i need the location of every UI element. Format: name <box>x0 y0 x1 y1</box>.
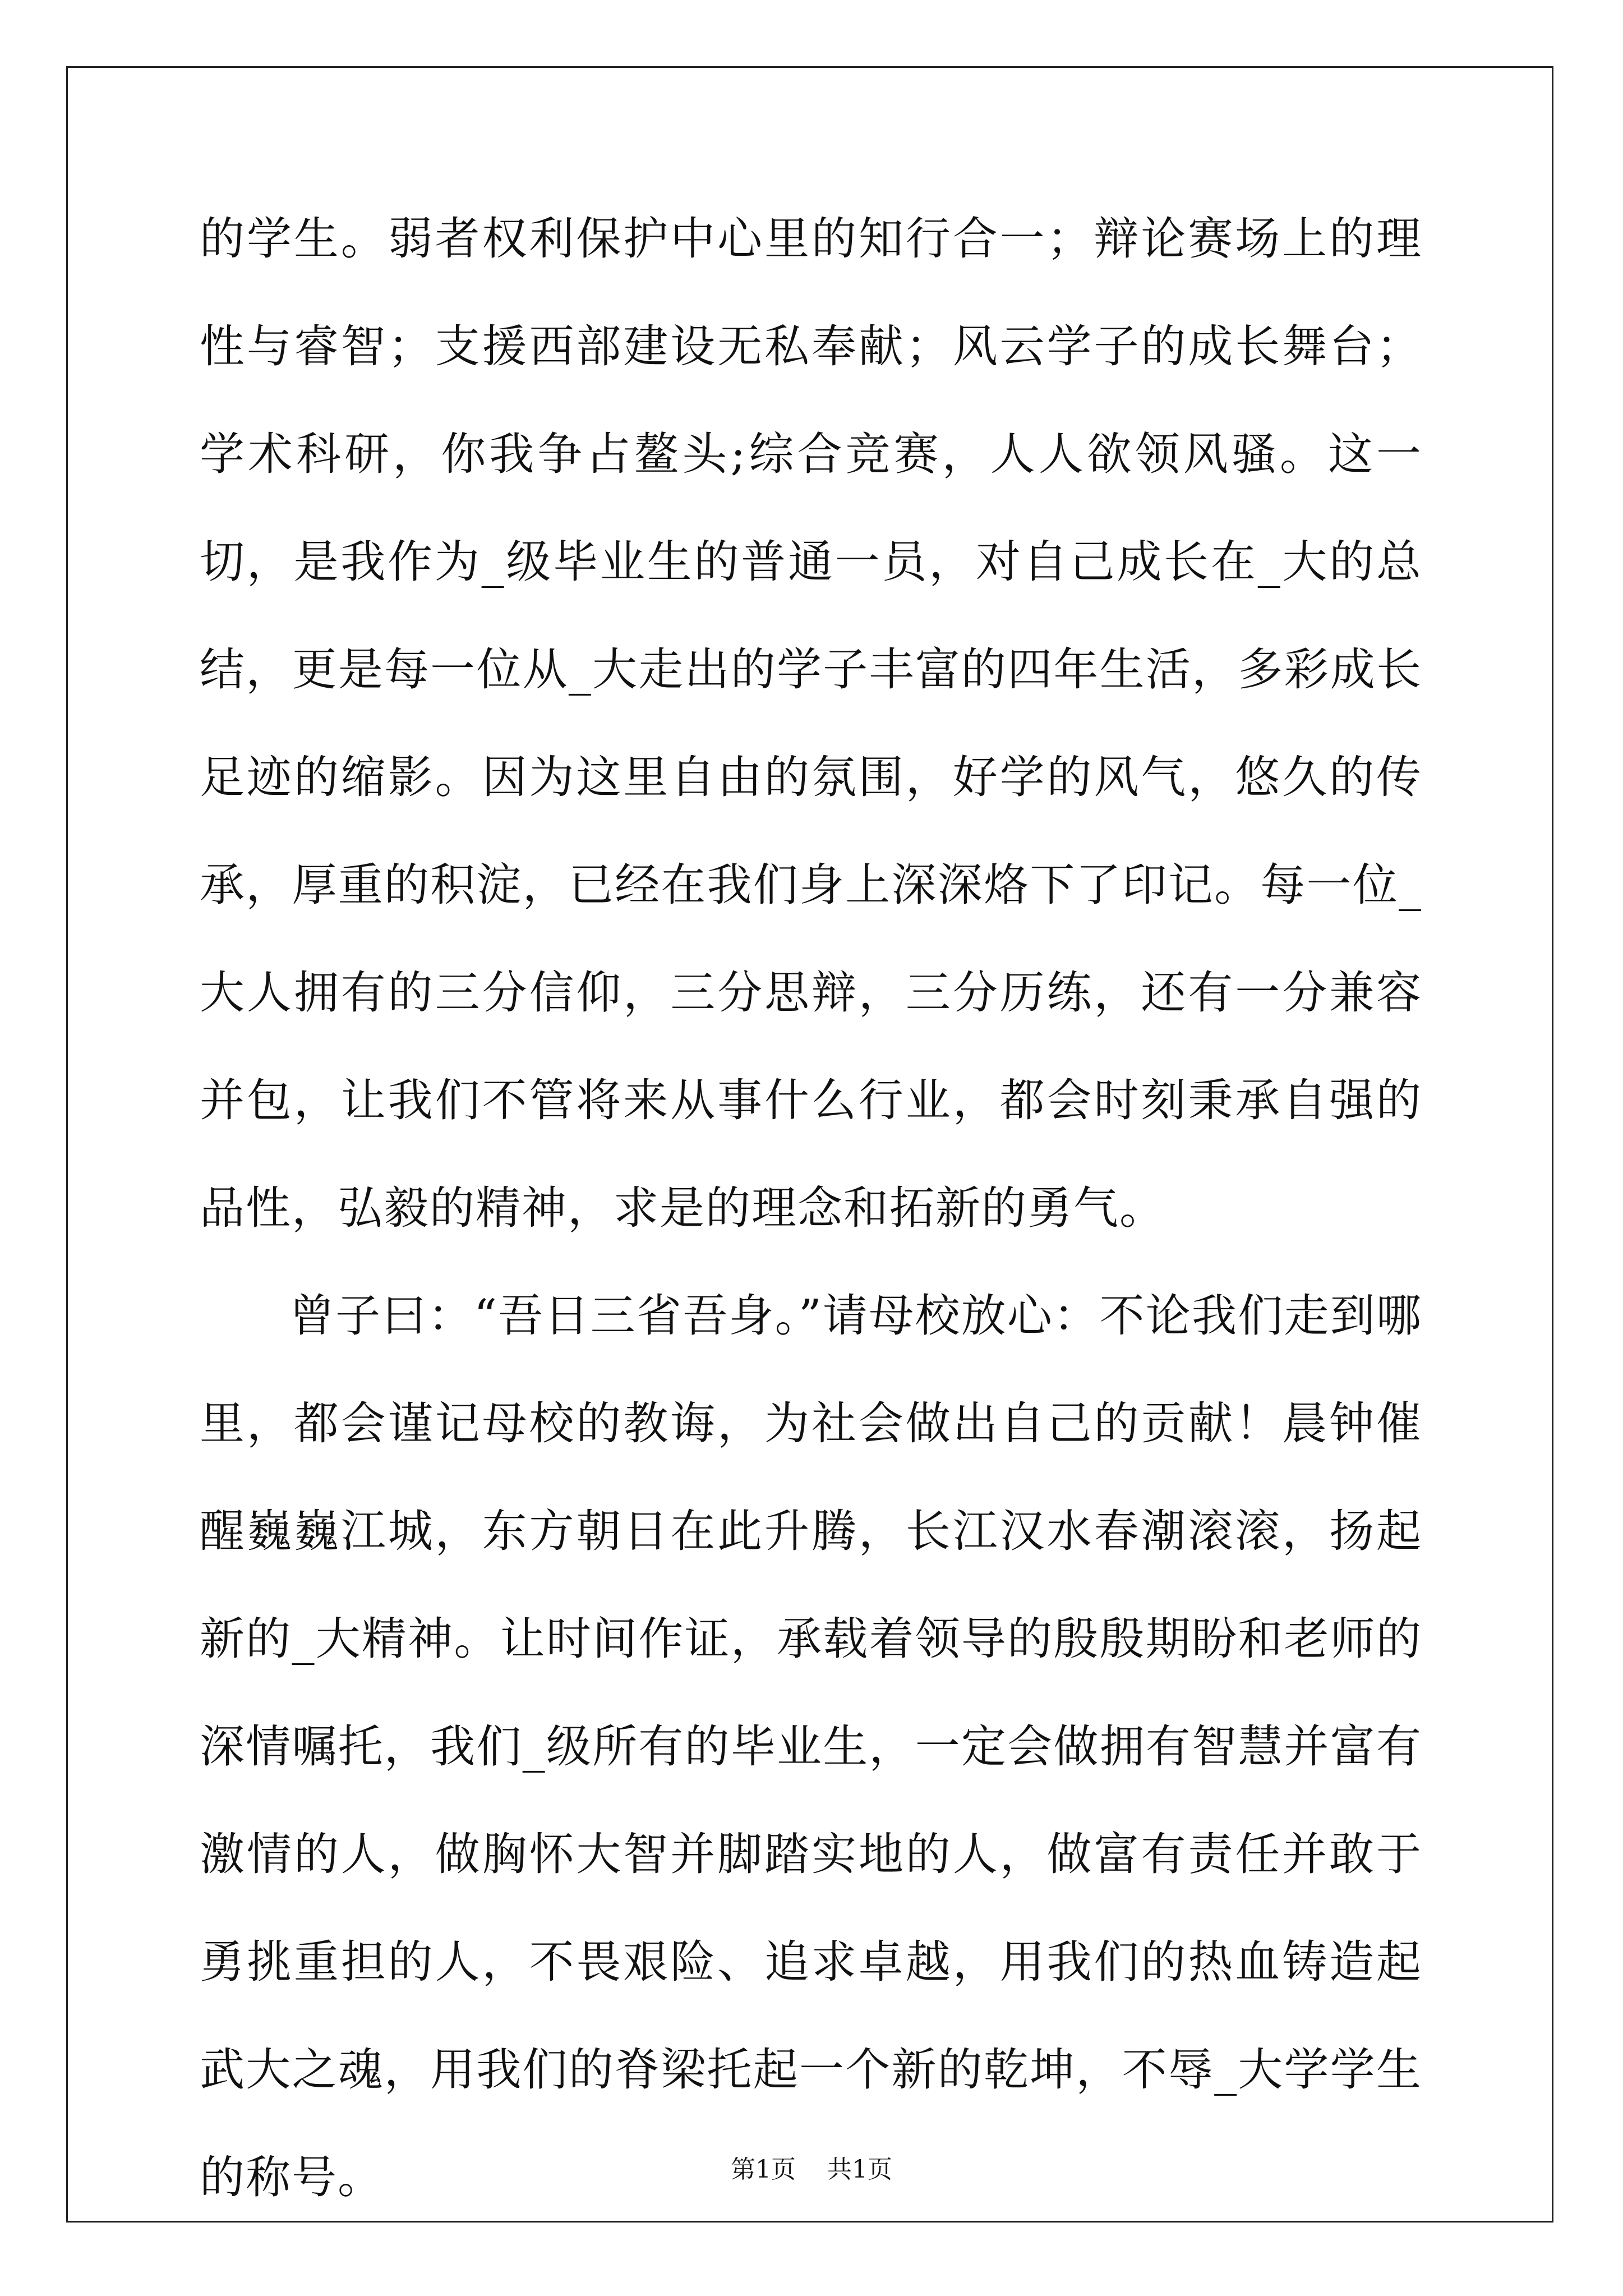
document-body <box>200 185 1422 2231</box>
paragraph-2: 曾子曰：“吾日三省吾身。”请母校放心：不论我们走到哪里，都会谨记母校的教诲，为社会做出自己的贡献！晨钟催醒巍巍江城，东方朝日在此升腾，长江汉水春潮滚滚，扬起新的_大精神。让时间作证，承载着领导的殷殷期盼和老师的深情嘱托，我们_级所有的毕业生，一定会做拥有智慧并富有激情的人，做胸怀大智并脚踏实地的人，做富有责任并敢于勇挑重担的人，不畏艰险、追求卓越，用我们的热血铸造起武大之魂，用我们的脊梁托起一个新的乾坤，不辱_大学学生的称号。 <box>200 1290 1422 2203</box>
page-footer <box>0 2153 1623 2187</box>
page-total: 共1页 <box>827 2155 892 2184</box>
paragraph-1: 的学生。弱者权利保护中心里的知行合一；辩论赛场上的理性与睿智；支援西部建设无私奉献；风云学子的成长舞台；学术科研，你我争占鳌头;综合竞赛，人人欲领风骚。这一切，是我作为_级毕业生的普通一员，对自己成长在_大的总结，更是每一位从_大走出的学子丰富的四年生活，多彩成长足迹的缩影。因为这里自由的氛围，好学的风气，悠久的传承，厚重的积淀，已经在我们身上深深烙下了印记。每一位_大人拥有的三分信仰，三分思辩，三分历练，还有一分兼容并包，让我们不管将来从事什么行业，都会时刻秉承自强的品性，弘毅的精神，求是的理念和拓新的勇气。 <box>200 213 1422 1234</box>
page-number: 第1页 <box>731 2155 796 2184</box>
